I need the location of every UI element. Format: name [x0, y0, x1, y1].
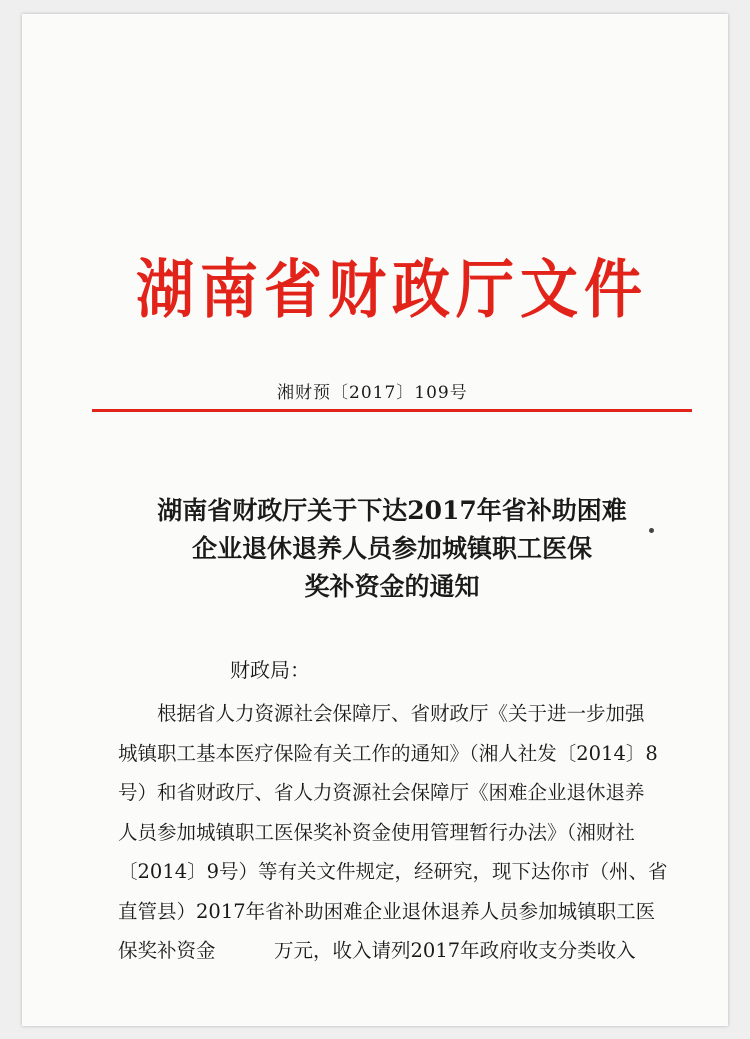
body-line: 直管县）2017年省补助困难企业退休退养人员参加城镇职工医 [118, 899, 656, 923]
body-text [118, 694, 668, 971]
body-line: 城镇职工基本医疗保险有关工作的通知》（湘人社发〔2014〕8 [118, 741, 658, 765]
document-page [22, 14, 728, 1026]
red-divider-rule [92, 409, 692, 412]
body-line: 根据省人力资源社会保障厅、省财政厅《关于进一步加强 [118, 702, 645, 725]
body-line: 人员参加城镇职工医保奖补资金使用管理暂行办法》（湘财社 [118, 820, 635, 844]
body-line: 保奖补资金 万元，收入请列2017年政府收支分类收入 [118, 939, 636, 962]
body-line: 号）和省财政厅、省人力资源社会保障厅《困难企业退休退养 [118, 781, 645, 804]
document-title [92, 492, 692, 606]
salutation: 财政局： [230, 658, 310, 682]
document-masthead: 湖南省财政厅文件 [135, 252, 648, 327]
title-line: 企业退休退养人员参加城镇职工医保 [191, 534, 592, 563]
title-line: 湖南省财政厅关于下达2017年省补助困难 [157, 496, 627, 525]
title-line: 奖补资金的通知 [304, 572, 480, 601]
ink-speck [649, 528, 654, 533]
document-number: 湘财预〔2017〕109号 [277, 383, 468, 403]
body-line: 〔2014〕9号）等有关文件规定，经研究，现下达你市（州、省 [118, 860, 668, 883]
